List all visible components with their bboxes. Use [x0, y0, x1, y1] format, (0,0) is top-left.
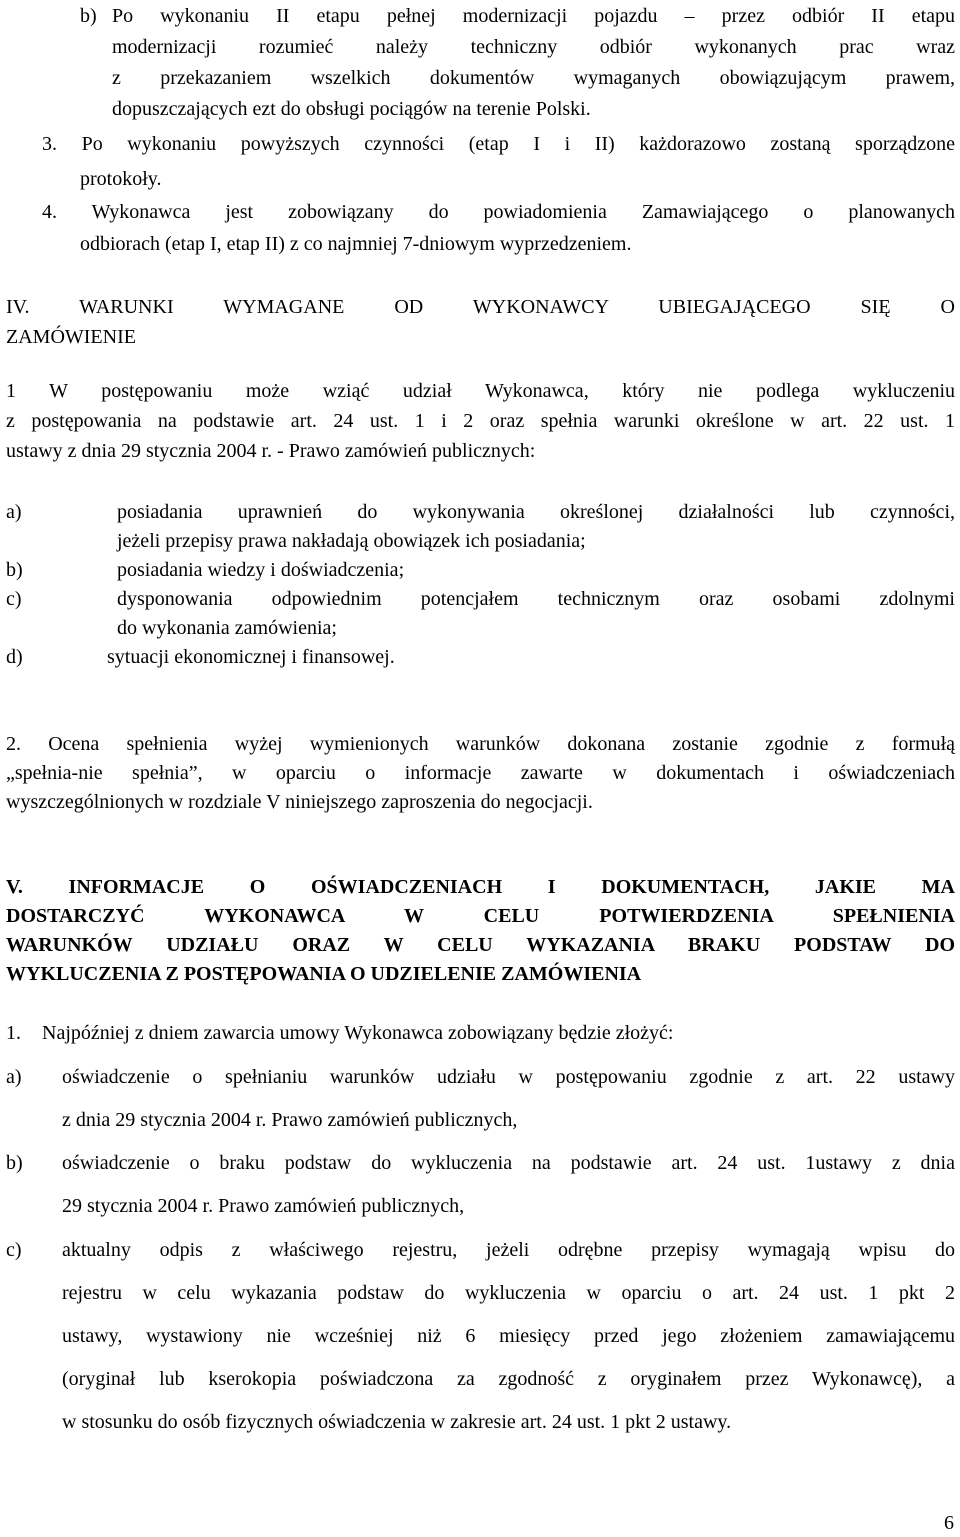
- list-item: sytuacji ekonomicznej i finansowej.: [107, 646, 395, 668]
- paragraph-line: 4. Wykonawca jest zobowiązany do powiadomienia Zamawiającego o planowanych: [42, 201, 955, 223]
- section-heading: IV. WARUNKI WYMAGANE OD WYKONAWCY UBIEGAJĄCEGO SIĘ O: [6, 296, 955, 318]
- list-item: ustawy, wystawiony nie wcześniej niż 6 miesięcy przed jego złożeniem zamawiającemu: [62, 1325, 955, 1347]
- list-item: jeżeli przepisy prawa nakładają obowiązek ich posiadania;: [117, 530, 586, 552]
- list-item: dysponowania odpowiednim potencjałem technicznym oraz osobami zdolnymi: [117, 588, 955, 610]
- paragraph-line: protokoły.: [80, 168, 162, 190]
- list-item: oświadczenie o braku podstaw do wykluczenia na podstawie art. 24 ust. 1ustawy z dnia: [62, 1152, 955, 1174]
- list-label-d: d): [6, 646, 23, 668]
- list-item: 29 stycznia 2004 r. Prawo zamówień publicznych,: [62, 1195, 465, 1217]
- list-label-b: b): [6, 1152, 23, 1174]
- page-number: 6: [944, 1512, 954, 1534]
- list-label-a: a): [6, 501, 22, 523]
- list-item: posiadania wiedzy i doświadczenia;: [117, 559, 405, 581]
- paragraph-line: 3. Po wykonaniu powyższych czynności (etap I i II) każdorazowo zostaną sporządzone: [42, 133, 955, 155]
- paragraph-line: Po wykonaniu II etapu pełnej modernizacji pojazdu – przez odbiór II etapu: [112, 5, 955, 27]
- list-item: do wykonania zamówienia;: [117, 617, 337, 639]
- list-label-b: b): [80, 5, 97, 27]
- paragraph-line: 2. Ocena spełnienia wyżej wymienionych warunków dokonana zostanie zgodnie z formułą: [6, 733, 955, 755]
- list-label-a: a): [6, 1066, 22, 1088]
- paragraph-line: dopuszczających ezt do obsługi pociągów na terenie Polski.: [112, 98, 591, 120]
- list-item: w stosunku do osób fizycznych oświadczenia w zakresie art. 24 ust. 1 pkt 2 ustawy.: [62, 1411, 732, 1433]
- list-item: z dnia 29 stycznia 2004 r. Prawo zamówień publicznych,: [62, 1109, 518, 1131]
- list-label-c: c): [6, 1239, 22, 1261]
- paragraph-line: ustawy z dnia 29 stycznia 2004 r. - Prawo zamówień publicznych:: [6, 440, 536, 462]
- list-label-c: c): [6, 588, 22, 610]
- section-heading: WYKLUCZENIA Z POSTĘPOWANIA O UDZIELENIE ZAMÓWIENIA: [6, 963, 642, 985]
- section-heading: V. INFORMACJE O OŚWIADCZENIACH I DOKUMENTACH, JAKIE MA: [6, 876, 955, 898]
- list-label-1: 1.: [6, 1022, 21, 1044]
- section-heading: DOSTARCZYĆ WYKONAWCA W CELU POTWIERDZENIA SPEŁNIENIA: [6, 905, 955, 927]
- list-item: rejestru w celu wykazania podstaw do wykluczenia w oparciu o art. 24 ust. 1 pkt 2: [62, 1282, 955, 1304]
- list-item: oświadczenie o spełnianiu warunków udziału w postępowaniu zgodnie z art. 22 ustawy: [62, 1066, 955, 1088]
- paragraph-line: wyszczególnionych w rozdziale V niniejszego zaproszenia do negocjacji.: [6, 791, 593, 813]
- section-heading: ZAMÓWIENIE: [6, 326, 136, 348]
- list-item: aktualny odpis z właściwego rejestru, jeżeli odrębne przepisy wymagają wpisu do: [62, 1239, 955, 1261]
- list-label-b: b): [6, 559, 23, 581]
- paragraph-line: odbiorach (etap I, etap II) z co najmniej 7-dniowym wyprzedzeniem.: [80, 233, 632, 255]
- section-heading: WARUNKÓW UDZIAŁU ORAZ W CELU WYKAZANIA BRAKU PODSTAW DO: [6, 934, 955, 956]
- paragraph-line: 1 W postępowaniu może wziąć udział Wykonawca, który nie podlega wykluczeniu: [6, 380, 955, 402]
- paragraph-line: „spełnia-nie spełnia”, w oparciu o informacje zawarte w dokumentach i oświadczeniach: [6, 762, 955, 784]
- list-item: posiadania uprawnień do wykonywania określonej działalności lub czynności,: [117, 501, 955, 523]
- list-item: Najpóźniej z dniem zawarcia umowy Wykonawca zobowiązany będzie złożyć:: [42, 1022, 674, 1044]
- paragraph-line: modernizacji rozumieć należy techniczny odbiór wykonanych prac wraz: [112, 36, 955, 58]
- list-item: (oryginał lub kserokopia poświadczona za zgodność z oryginałem przez Wykonawcę), a: [62, 1368, 955, 1390]
- paragraph-line: z postępowania na podstawie art. 24 ust. 1 i 2 oraz spełnia warunki określone w art. 22 ust. 1: [6, 410, 955, 432]
- paragraph-line: z przekazaniem wszelkich dokumentów wymaganych obowiązującym prawem,: [112, 67, 955, 89]
